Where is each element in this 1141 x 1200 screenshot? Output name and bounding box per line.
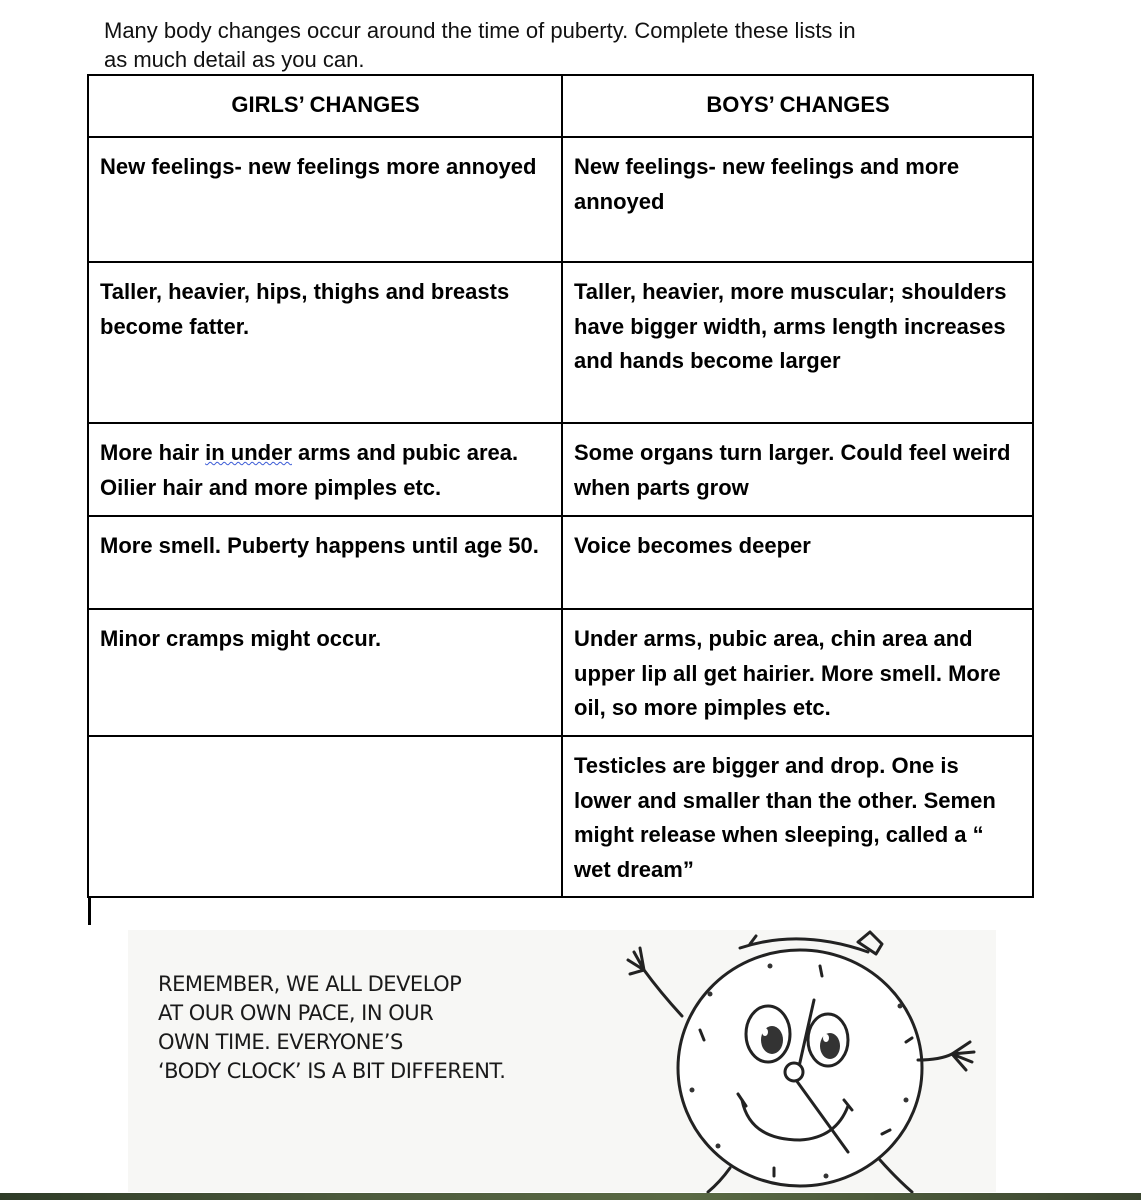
girls-cell[interactable] — [88, 423, 562, 516]
girls-header: GIRLS’ CHANGES — [88, 75, 562, 137]
boys-cell[interactable]: Under arms, pubic area, chin area and upper lip all get hairier. More smell. More oil, so more pimples etc. — [562, 609, 1033, 736]
remember-line: REMEMBER, WE ALL DEVELOP — [158, 972, 462, 996]
instructions-line-1: Many body changes occur around the time of puberty. Complete these lists in — [104, 18, 856, 43]
table-row — [88, 516, 1033, 609]
remember-line: ‘BODY CLOCK’ IS A BIT DIFFERENT. — [158, 1059, 506, 1083]
girls-cell[interactable] — [88, 736, 562, 897]
header-row — [88, 75, 1033, 137]
table-row — [88, 736, 1033, 897]
spellcheck-flagged-text[interactable]: in under — [205, 440, 292, 465]
remember-line: OWN TIME. EVERYONE’S — [158, 1030, 403, 1054]
text-cursor — [88, 897, 91, 925]
bottom-strip — [0, 1193, 1141, 1200]
table-row — [88, 137, 1033, 262]
table-row — [88, 609, 1033, 736]
smiling-clock-icon — [600, 930, 1000, 1195]
changes-table — [87, 74, 1034, 898]
boys-cell[interactable]: Testicles are bigger and drop. One is lower and smaller than the other. Semen might release when sleeping, called a “ wet dream” — [562, 736, 1033, 897]
girls-cell-text: arms and pubic area. Oilier hair and more pimples etc. — [100, 440, 519, 500]
girls-cell-text: More hair — [100, 440, 206, 465]
girls-cell[interactable]: Minor cramps might occur. — [88, 609, 562, 736]
table-row — [88, 423, 1033, 516]
instructions-line-2: as much detail as you can. — [104, 47, 365, 72]
boys-cell[interactable]: Some organs turn larger. Could feel weird when parts grow — [562, 423, 1033, 516]
boys-header: BOYS’ CHANGES — [562, 75, 1033, 137]
boys-cell[interactable]: New feelings- new feelings and more annoyed — [562, 137, 1033, 262]
table-row — [88, 262, 1033, 423]
boys-cell[interactable]: Voice becomes deeper — [562, 516, 1033, 609]
boys-cell[interactable]: Taller, heavier, more muscular; shoulders have bigger width, arms length increases and hands become larger — [562, 262, 1033, 423]
girls-cell[interactable]: New feelings- new feelings more annoyed — [88, 137, 562, 262]
remember-line: AT OUR OWN PACE, IN OUR — [158, 1001, 434, 1025]
instructions — [104, 16, 984, 74]
girls-cell[interactable]: More smell. Puberty happens until age 50. — [88, 516, 562, 609]
remember-message — [158, 970, 598, 1086]
girls-cell[interactable]: Taller, heavier, hips, thighs and breasts become fatter. — [88, 262, 562, 423]
